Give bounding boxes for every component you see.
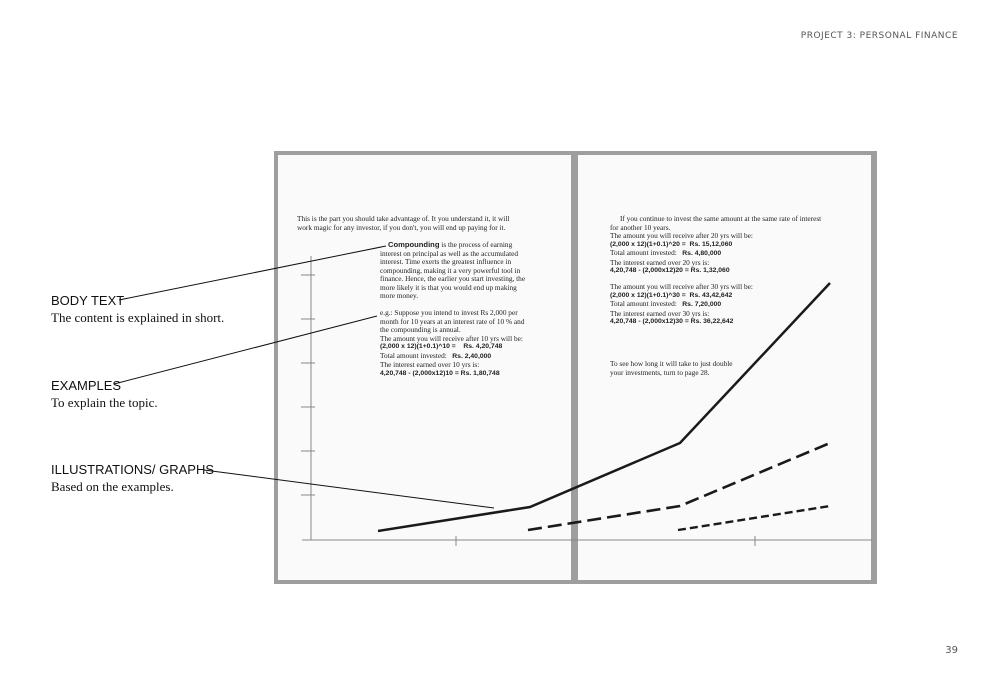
text-line: work magic for any investor, if you don't, you will end up paying for it.: [297, 222, 506, 232]
annotation-leaders: [114, 246, 494, 508]
text-line: for another 10 years.: [610, 222, 671, 232]
text-line: This is the part you should take advantage of. It you understand it, it will: [297, 214, 510, 223]
interest-calc: 4,20,748 - (2,000x12)20 = Rs. 1,32,060: [610, 267, 730, 274]
body-text-leader-line: [119, 246, 386, 300]
calc-value: Rs. 15,12,060: [689, 240, 733, 248]
annotation-description: The content is explained in short.: [51, 310, 225, 325]
text-line: The amount you will receive after 10 yrs will be:: [380, 333, 523, 343]
invested-label: Total amount invested:: [610, 299, 677, 308]
invested-value: Rs. 2,40,000: [452, 352, 492, 360]
calc-label: (2,000 x 12)(1+0.1)^20 =: [610, 240, 686, 248]
graph-axes: [301, 256, 872, 546]
text-line: The amount you will receive after 20 yrs will be:: [610, 231, 753, 240]
text-line: finance. Hence, the earlier you start investing, the: [380, 274, 526, 283]
text-line: To see how long it will take to just double: [610, 359, 733, 368]
illustrations-leader-line: [204, 470, 494, 508]
annotation-description: To explain the topic.: [51, 395, 158, 410]
annotation-title: ILLUSTRATIONS/ GRAPHS: [51, 462, 215, 477]
page-header: PROJECT 3: PERSONAL FINANCE: [800, 31, 958, 41]
invested-value: Rs. 7,20,000: [682, 301, 722, 308]
text-line: The interest earned over 30 yrs is:: [610, 308, 710, 318]
text-line: the compounding is annual.: [380, 325, 461, 334]
text-line: The amount you will receive after 30 yrs will be:: [610, 282, 753, 291]
calc-label: (2,000 x 12)(1+0.1)^30 =: [610, 291, 686, 299]
interest-calc: 4,20,748 - (2,000x12)10 = Rs. 1,80,748: [380, 369, 500, 377]
growth-line-solid: [378, 283, 830, 531]
page-number: 39: [945, 645, 958, 656]
invested-label: Total amount invested:: [380, 350, 447, 360]
calc-value: Rs. 43,42,642: [689, 291, 733, 299]
interest-calc: 4,20,748 - (2,000x12)30 = Rs. 36,22,642: [610, 318, 734, 325]
text-line: interest. Time exerts the greatest influence in: [380, 257, 512, 266]
growth-line-dashed: [528, 443, 830, 530]
annotation-title: EXAMPLES: [51, 378, 122, 393]
calc-label: (2,000 x 12)(1+0.1)^10 =: [380, 343, 456, 350]
text-line: month for 10 years at an interest rate of 10 % and: [380, 316, 525, 326]
annotation-description: Based on the examples.: [51, 479, 174, 494]
text-line: If you continue to invest the same amount at the same rate of interest: [620, 214, 822, 223]
text-line: The interest earned over 10 yrs is:: [380, 360, 480, 369]
invested-label: Total amount invested:: [610, 248, 677, 257]
examples-leader-line: [114, 316, 377, 384]
text-line: more likely it is that you would end up making: [380, 282, 517, 292]
compounding-keyword: Compounding: [388, 240, 440, 249]
text-line: e.g.: Suppose you intend to invest Rs 2,000 per: [380, 308, 518, 317]
invested-value: Rs. 4,80,000: [682, 250, 722, 257]
growth-line-short-dashed: [678, 506, 830, 530]
text-line: is the process of earning: [439, 240, 513, 249]
annotation-title: BODY TEXT: [51, 293, 125, 308]
text-line: compounding, making it a very powerful tool in: [380, 265, 521, 275]
text-line: more money.: [380, 291, 419, 300]
text-line: The interest earned over 20 yrs is:: [610, 257, 710, 267]
text-line: interest on principal as well as the accumulated: [380, 248, 518, 258]
text-line: your investments, turn to page 28.: [610, 367, 710, 377]
calc-value: Rs. 4,20,748: [463, 343, 503, 350]
